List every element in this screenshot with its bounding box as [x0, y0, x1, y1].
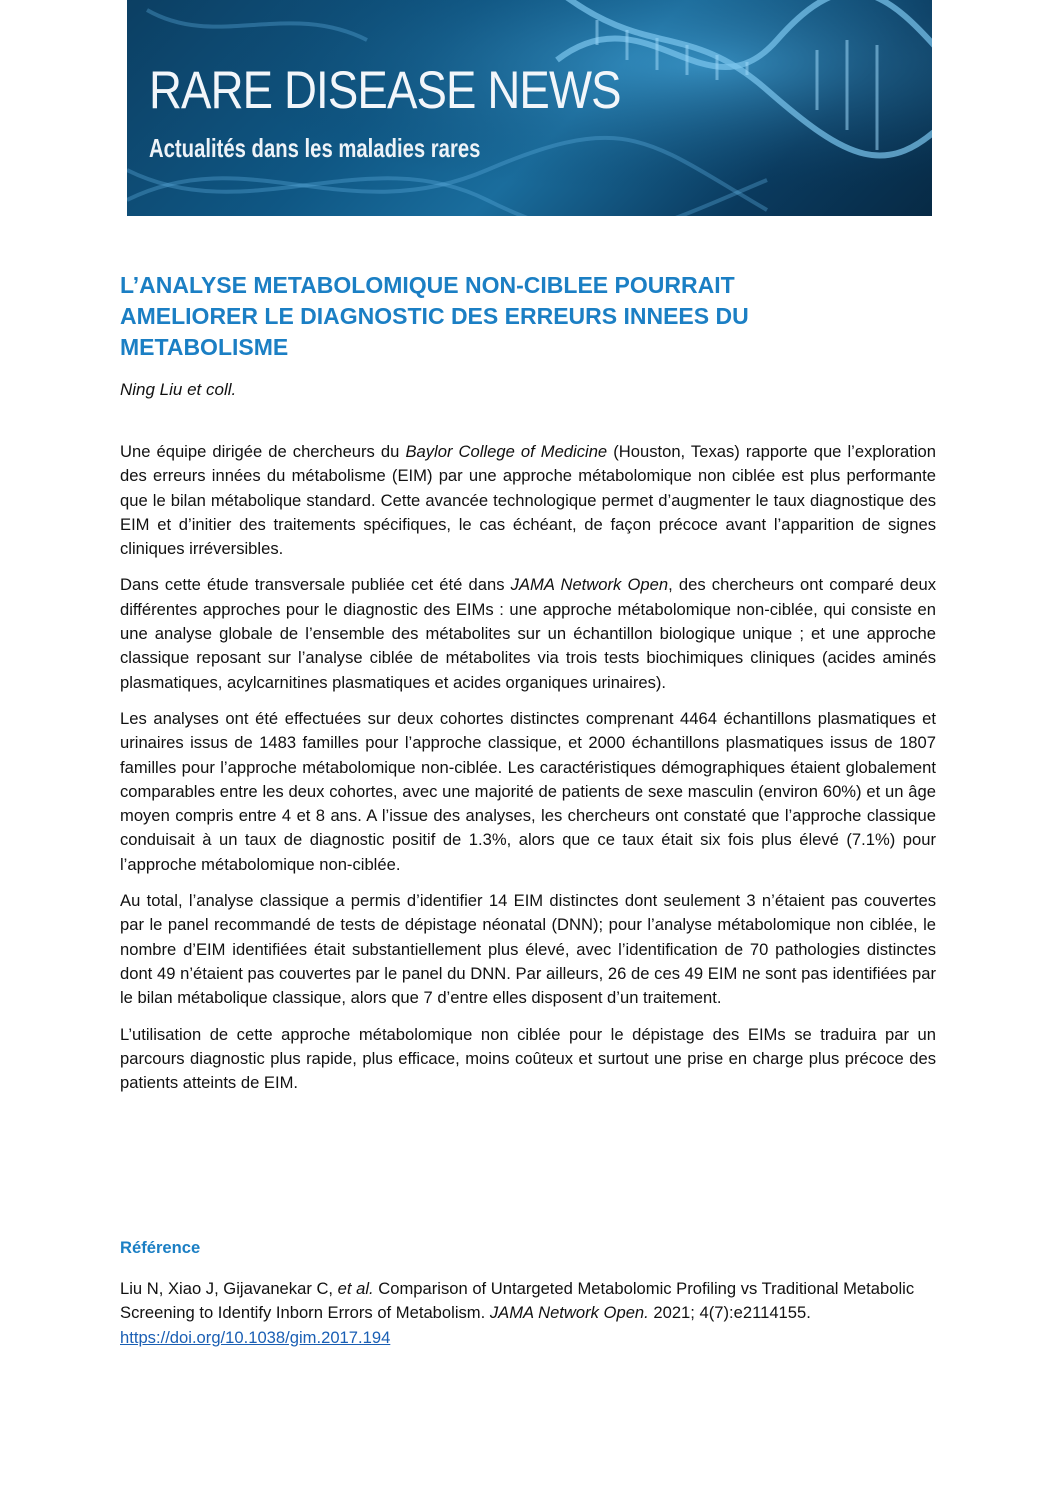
- paragraph-5: L’utilisation de cette approche métabolomique non ciblée pour le dépistage des EIMs se traduira par un parcours diagnostic plus rapide, plus efficace, moins coûteux et surtout une prise en charge plus précoce des patients atteints de EIM.: [120, 1024, 936, 1093]
- text-run: Liu N, Xiao J, Gijavanekar C,: [120, 1279, 338, 1298]
- text-run: Comparison of Untargeted Metabolomic Profiling vs Traditional Metabolic Screening to Identify Inborn Errors of Metabolism.: [120, 1279, 915, 1323]
- institution-name: Baylor College of Medicine: [405, 442, 608, 461]
- article-body: [120, 440, 936, 1107]
- text-run: 2021; 4(7):e2114155.: [648, 1303, 811, 1323]
- reference-citation: [120, 1277, 920, 1350]
- banner-subtitle: Actualités dans les maladies rares: [149, 133, 481, 163]
- text-run: , des chercheurs ont comparé deux différentes approches pour le diagnostic des EIMs : une approche métabolomique non-ciblée, qui consiste en une analyse globale de l’ensemble des métabolites sur un échantillon biologique unique ; et une approche classique reposant sur l’analyse ciblée de métabolites via trois tests biochimiques cliniques (acides aminés plasmatiques, acylcarnitines plasmatiques et acides organiques urinaires).: [120, 575, 936, 692]
- article-authors: Ning Liu et coll.: [120, 380, 237, 399]
- text-run: et al.: [337, 1279, 374, 1298]
- banner-title: RARE DISEASE NEWS: [149, 61, 621, 120]
- text-run: Dans cette étude transversale publiée cet été dans: [120, 575, 511, 595]
- text-run: (Houston, Texas) rapporte que l’exploration des erreurs innées du métabolisme (EIM) par une approche métabolomique non ciblée est plus performante que le bilan métabolique standard. Cette avancée technologique permet d’augmenter le taux diagnostique des EIM et d’initier des traitements spécifiques, le cas échéant, de façon précoce avant l’apparition de signes cliniques irréversibles.: [120, 442, 937, 559]
- journal-name: JAMA Network Open: [510, 575, 669, 595]
- reference-heading: Référence: [120, 1238, 201, 1257]
- article-title: L’ANALYSE METABOLOMIQUE NON-CIBLEE POURRAIT AMELIORER LE DIAGNOSTIC DES ERREURS INNEES DU METABOLISME: [120, 272, 749, 360]
- doi-link[interactable]: https://doi.org/10.1038/gim.2017.194: [120, 1327, 391, 1347]
- paragraph-3: Les analyses ont été effectuées sur deux cohortes distinctes comprenant 4464 échantillons plasmatiques et urinaires issus de 1483 familles pour l’approche classique, et 2000 échantillons plasmatiques issus de 1807 familles pour l’approche métabolomique non-ciblée. Les caractéristiques démographiques étaient globalement comparables entre les deux cohortes, avec une majorité de patients de sexe masculin (environ 60%) et un âge moyen compris entre 4 et 8 ans. A l’issue des analyses, les chercheurs ont constaté que l’approche classique conduisait à un taux de diagnostic positif de 1.3%, alors que ce taux était six fois plus élevé (7.1%) pour l’approche métabolomique non-ciblée.: [120, 708, 936, 874]
- paragraph-4: Au total, l’analyse classique a permis d’identifier 14 EIM distinctes dont seulement 3 n’étaient pas couvertes par le panel recommandé de tests de dépistage néonatal (DNN); pour l’analyse métabolomique non ciblée, le nombre d’EIM identifiées était substantiellement plus élevé, avec l’identification de 70 pathologies distinctes dont 49 n’étaient pas couvertes par le panel du DNN. Par ailleurs, 26 de ces 49 EIM ne sont pas identifiées par le bilan métabolique classique, alors que 7 d’entre elles disposent d’un traitement.: [120, 891, 936, 1008]
- paragraph-2: [120, 573, 936, 694]
- header-banner: [127, 0, 932, 216]
- journal-name: JAMA Network Open.: [489, 1303, 649, 1323]
- paragraph-1: [120, 440, 936, 561]
- text-run: Une équipe dirigée de chercheurs du: [120, 442, 406, 461]
